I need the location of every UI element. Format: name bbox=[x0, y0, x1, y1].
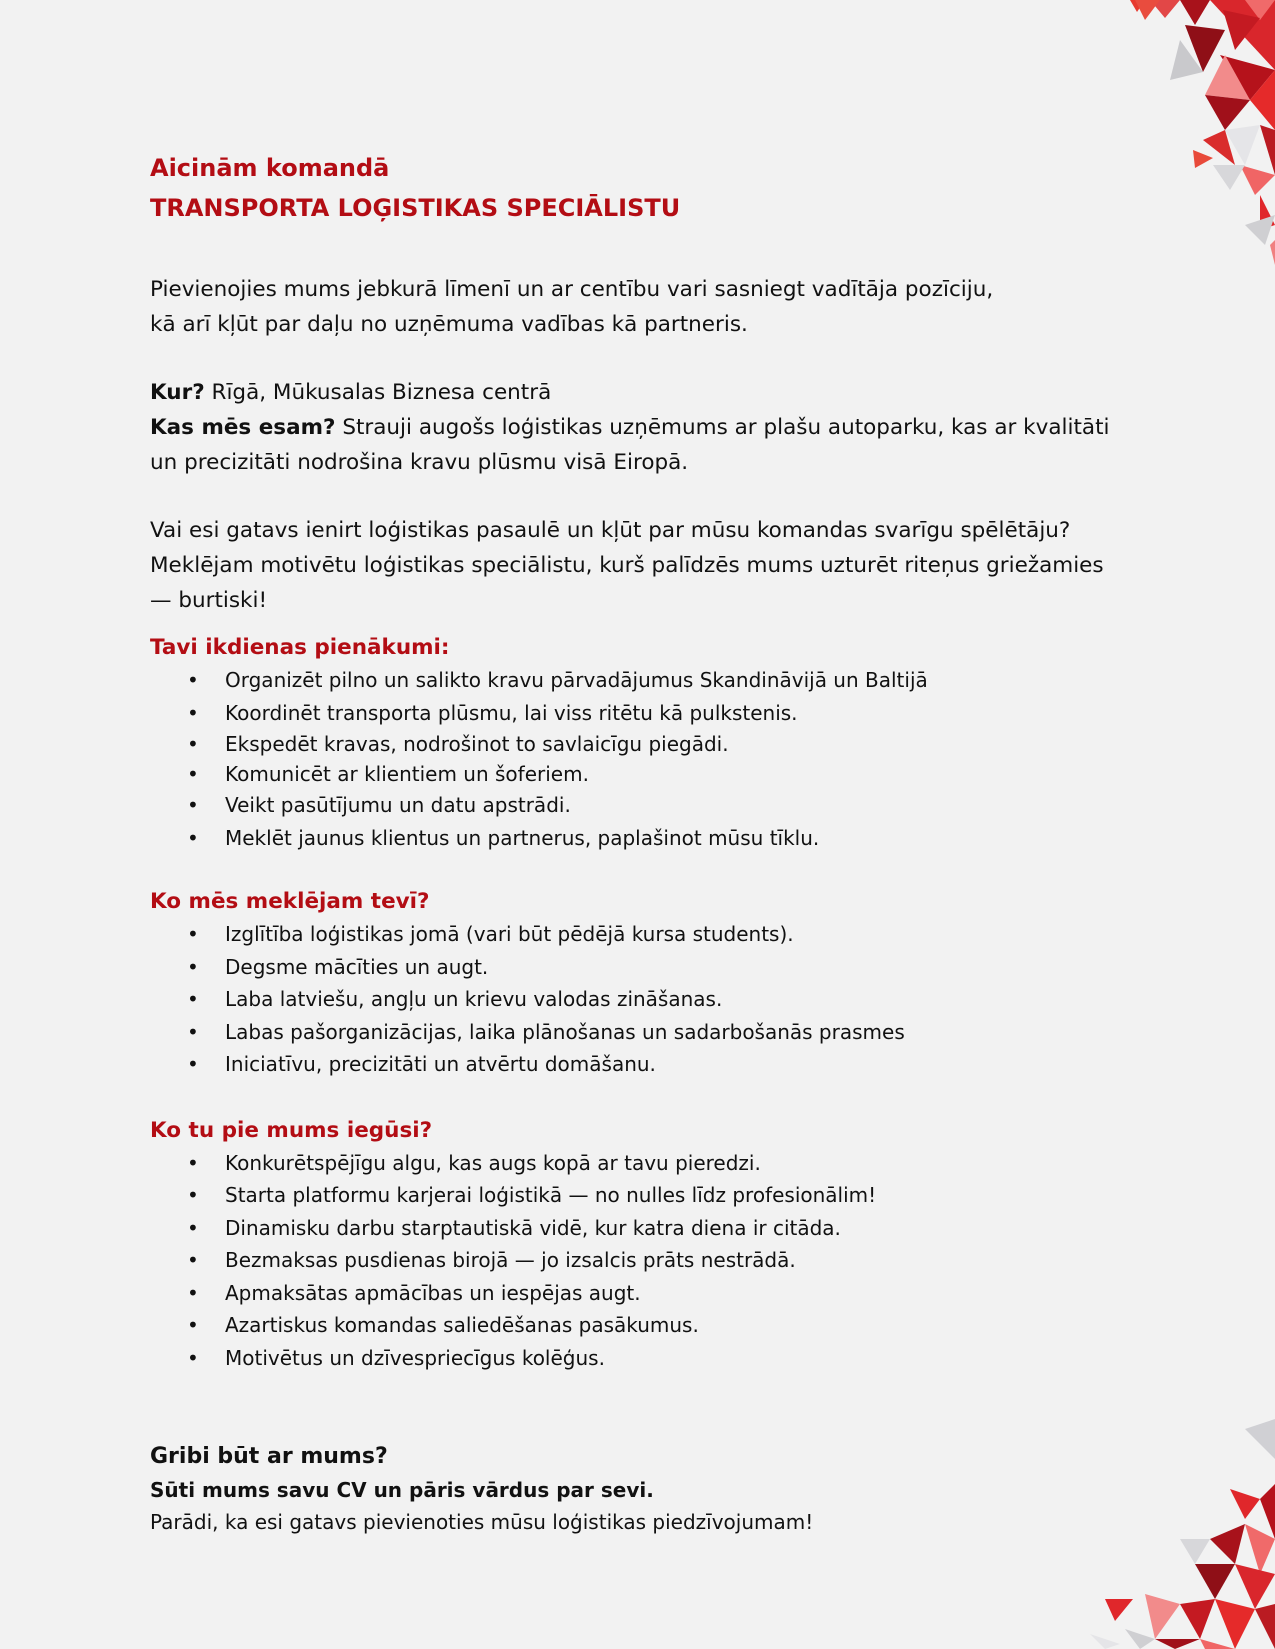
location-line bbox=[150, 375, 1130, 410]
location-text: Rīgā, Mūkusalas Biznesa centrā bbox=[204, 380, 552, 405]
job-title: TRANSPORTA LOĢISTIKAS SPECIĀLISTU bbox=[150, 194, 681, 222]
company-text: Strauji augošs loģistikas uzņēmums ar plašu autoparku, kas ar kvalitāti un precizitāti nodrošina kravu plūsmu visā Eiropā. bbox=[150, 415, 1110, 475]
intro-line-2: kā arī kļūt par daļu no uzņēmuma vadības kā partneris. bbox=[150, 312, 748, 337]
cta-title: Gribi būt ar mums? bbox=[150, 1444, 388, 1469]
list-item: • Bezmaksas pusdienas birojā — jo izsalcis prāts nestrādā. bbox=[150, 1244, 1130, 1277]
list-item: • Degsme mācīties un augt. bbox=[150, 951, 1130, 984]
list-item: • Meklēt jaunus klientus un partnerus, paplašinot mūsu tīklu. bbox=[150, 822, 1130, 855]
list-item: • Konkurētspējīgu algu, kas augs kopā ar tavu pieredzi. bbox=[150, 1147, 1130, 1180]
job-posting bbox=[150, 148, 1130, 1538]
benefits-title: Ko tu pie mums iegūsi? bbox=[150, 1117, 433, 1143]
intro-line-1: Pievienojies mums jebkurā līmenī un ar centību vari sasniegt vadītāja pozīciju, bbox=[150, 277, 994, 302]
intro-paragraph bbox=[150, 272, 1130, 342]
duties-title: Tavi ikdienas pienākumi: bbox=[150, 635, 450, 660]
list-item: • Iniciatīvu, precizitāti un atvērtu domāšanu. bbox=[150, 1048, 1130, 1081]
header-invite: Aicinām komandā bbox=[150, 154, 390, 182]
list-item: • Organizēt pilno un salikto kravu pārvadājumus Skandināvijā un Baltijā bbox=[150, 664, 1130, 697]
list-item: • Apmaksātas apmācības un iespējas augt. bbox=[150, 1277, 1130, 1310]
list-item: • Starta platformu karjerai loģistikā — no nulles līdz profesionālim! bbox=[150, 1179, 1130, 1212]
list-item: • Koordinēt transporta plūsmu, lai viss ritētu kā pulkstenis. bbox=[150, 697, 1130, 730]
company-label: Kas mēs esam? bbox=[150, 415, 336, 440]
company-line bbox=[150, 410, 1130, 480]
call-to-action bbox=[150, 1440, 1130, 1538]
pitch-line-1: Vai esi gatavs ienirt loģistikas pasaulē un kļūt par mūsu komandas svarīgu spēlētāju? bbox=[150, 518, 1071, 543]
cta-text: Parādi, ka esi gatavs pievienoties mūsu loģistikas piedzīvojumam! bbox=[150, 1510, 814, 1534]
list-item: • Motivētus un dzīvespriecīgus kolēģus. bbox=[150, 1342, 1130, 1375]
posting-header bbox=[150, 148, 1130, 228]
location-label: Kur? bbox=[150, 380, 205, 405]
list-item: • Dinamisku darbu starptautiskā vidē, kur katra diena ir citāda. bbox=[150, 1212, 1130, 1245]
list-item: • Veikt pasūtījumu un datu apstrādi. bbox=[150, 789, 1130, 822]
list-item: • Laba latviešu, angļu un krievu valodas zināšanas. bbox=[150, 983, 1130, 1016]
requirements-list bbox=[150, 918, 1130, 1081]
list-item: • Komunicēt ar klientiem un šoferiem. bbox=[150, 759, 1130, 789]
list-item: • Ekspedēt kravas, nodrošinot to savlaicīgu piegādi. bbox=[150, 729, 1130, 759]
cta-subtitle: Sūti mums savu CV un pāris vārdus par sevi. bbox=[150, 1478, 654, 1502]
pitch-paragraph bbox=[150, 513, 1130, 618]
requirements-title: Ko mēs meklējam tevī? bbox=[150, 889, 430, 914]
list-item: • Azartiskus komandas saliedēšanas pasākumus. bbox=[150, 1309, 1130, 1342]
list-item: • Labas pašorganizācijas, laika plānošanas un sadarbošanās prasmes bbox=[150, 1016, 1130, 1049]
list-item: • Izglītība loģistikas jomā (vari būt pēdējā kursa students). bbox=[150, 918, 1130, 951]
duties-list bbox=[150, 664, 1130, 854]
benefits-list bbox=[150, 1147, 1130, 1375]
pitch-line-2: Meklējam motivētu loģistikas speciālistu, kurš palīdzēs mums uzturēt riteņus griežamies — burtiski! bbox=[150, 553, 1104, 613]
